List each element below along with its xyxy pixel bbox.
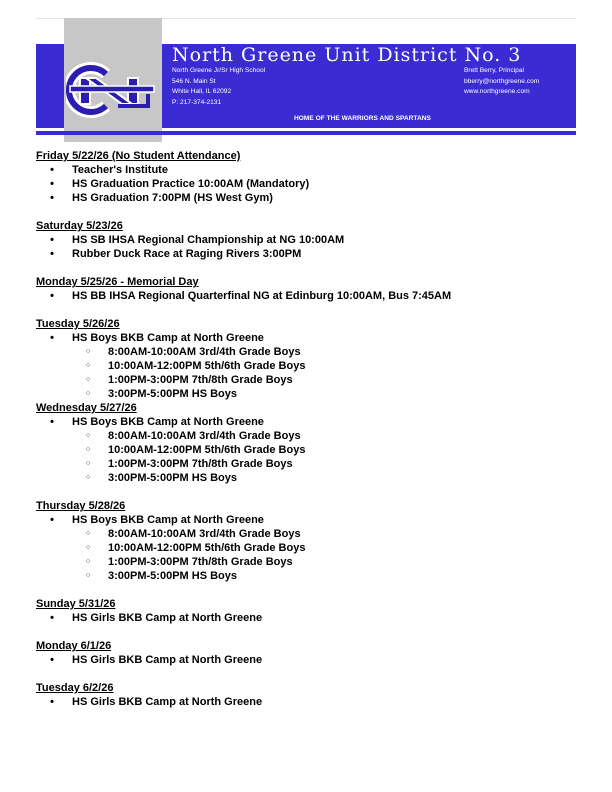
session-item bbox=[36, 471, 576, 485]
circle-bullet-icon: ○ bbox=[85, 530, 91, 537]
day-heading: Tuesday 5/26/26 bbox=[36, 318, 120, 330]
event-item bbox=[36, 331, 576, 345]
bullet-icon: • bbox=[50, 332, 54, 344]
schedule-day bbox=[36, 401, 576, 485]
event-item bbox=[36, 289, 576, 303]
event-item bbox=[36, 513, 576, 527]
day-heading: Friday 5/22/26 (No Student Attendance) bbox=[36, 150, 241, 162]
ng-monogram bbox=[69, 68, 154, 112]
session-text: 1:00PM-3:00PM 7th/8th Grade Boys bbox=[108, 458, 293, 470]
schedule-day bbox=[36, 275, 576, 303]
schedule-day bbox=[36, 597, 576, 625]
circle-bullet-icon: ○ bbox=[85, 362, 91, 369]
day-heading: Sunday 5/31/26 bbox=[36, 598, 116, 610]
session-text: 1:00PM-3:00PM 7th/8th Grade Boys bbox=[108, 374, 293, 386]
bullet-icon: • bbox=[50, 192, 54, 204]
event-item bbox=[36, 247, 576, 261]
schedule-day bbox=[36, 219, 576, 261]
circle-bullet-icon: ○ bbox=[85, 390, 91, 397]
principal-email[interactable]: bberry@northgreene.com bbox=[464, 77, 540, 85]
website-link[interactable]: www.northgreene.com bbox=[464, 88, 530, 96]
session-text: 3:00PM-5:00PM HS Boys bbox=[108, 388, 237, 400]
day-heading: Saturday 5/23/26 bbox=[36, 220, 123, 232]
header-rule bbox=[36, 131, 576, 135]
day-heading: Tuesday 6/2/26 bbox=[36, 682, 114, 694]
bullet-icon: • bbox=[50, 248, 54, 260]
session-item bbox=[36, 359, 576, 373]
district-name: North Greene Unit District No. 3 bbox=[172, 44, 522, 66]
event-item bbox=[36, 233, 576, 247]
schedule-day bbox=[36, 149, 576, 205]
event-text: Teacher's Institute bbox=[72, 164, 168, 176]
session-item bbox=[36, 429, 576, 443]
session-item bbox=[36, 541, 576, 555]
bullet-icon: • bbox=[50, 234, 54, 246]
session-text: 10:00AM-12:00PM 5th/6th Grade Boys bbox=[108, 444, 306, 456]
circle-bullet-icon: ○ bbox=[85, 376, 91, 383]
school-address bbox=[172, 66, 265, 108]
session-text: 8:00AM-10:00AM 3rd/4th Grade Boys bbox=[108, 346, 301, 358]
schedule-day bbox=[36, 499, 576, 583]
day-heading: Monday 6/1/26 bbox=[36, 640, 112, 652]
bullet-icon: • bbox=[50, 654, 54, 666]
circle-bullet-icon: ○ bbox=[85, 558, 91, 565]
session-item bbox=[36, 569, 576, 583]
event-item bbox=[36, 695, 576, 709]
session-text: 8:00AM-10:00AM 3rd/4th Grade Boys bbox=[108, 528, 301, 540]
day-heading: Wednesday 5/27/26 bbox=[36, 402, 137, 414]
event-item bbox=[36, 611, 576, 625]
principal-contact bbox=[464, 66, 539, 98]
circle-bullet-icon: ○ bbox=[85, 544, 91, 551]
event-item bbox=[36, 415, 576, 429]
principal-name: Brett Berry, Principal bbox=[464, 67, 524, 74]
schedule-day bbox=[36, 317, 576, 401]
day-heading: Monday 5/25/26 - Memorial Day bbox=[36, 276, 199, 288]
session-text: 1:00PM-3:00PM 7th/8th Grade Boys bbox=[108, 556, 293, 568]
session-item bbox=[36, 527, 576, 541]
event-text: HS Graduation 7:00PM (HS West Gym) bbox=[72, 192, 273, 204]
event-text: HS Girls BKB Camp at North Greene bbox=[72, 654, 263, 666]
day-heading: Thursday 5/28/26 bbox=[36, 500, 126, 512]
event-item bbox=[36, 177, 576, 191]
session-text: 3:00PM-5:00PM HS Boys bbox=[108, 472, 237, 484]
school-motto: HOME OF THE WARRIORS AND SPARTANS bbox=[294, 115, 431, 122]
street-address: 546 N. Main St bbox=[172, 77, 216, 85]
circle-bullet-icon: ○ bbox=[85, 460, 91, 467]
bullet-icon: • bbox=[50, 514, 54, 526]
bullet-icon: • bbox=[50, 612, 54, 624]
circle-bullet-icon: ○ bbox=[85, 348, 91, 355]
phone-number: P: 217-374-2131 bbox=[172, 98, 222, 106]
event-text: HS BB IHSA Regional Quarterfinal NG at Edinburg 10:00AM, Bus 7:45AM bbox=[72, 290, 452, 302]
weekly-schedule bbox=[36, 149, 576, 709]
session-text: 8:00AM-10:00AM 3rd/4th Grade Boys bbox=[108, 430, 301, 442]
event-text: Rubber Duck Race at Raging Rivers 3:00PM bbox=[72, 248, 302, 260]
bullet-icon: • bbox=[50, 416, 54, 428]
session-item bbox=[36, 373, 576, 387]
bullet-icon: • bbox=[50, 290, 54, 302]
event-text: HS Boys BKB Camp at North Greene bbox=[72, 332, 264, 344]
event-text: HS Boys BKB Camp at North Greene bbox=[72, 416, 264, 428]
session-item bbox=[36, 387, 576, 401]
bullet-icon: • bbox=[50, 164, 54, 176]
letterhead bbox=[36, 18, 576, 142]
session-item bbox=[36, 443, 576, 457]
district-logo bbox=[66, 60, 158, 118]
event-text: HS Boys BKB Camp at North Greene bbox=[72, 514, 264, 526]
circle-bullet-icon: ○ bbox=[85, 446, 91, 453]
bullet-icon: • bbox=[50, 696, 54, 708]
session-item bbox=[36, 345, 576, 359]
session-text: 10:00AM-12:00PM 5th/6th Grade Boys bbox=[108, 360, 306, 372]
event-item bbox=[36, 191, 576, 205]
event-text: HS Girls BKB Camp at North Greene bbox=[72, 696, 263, 708]
session-text: 3:00PM-5:00PM HS Boys bbox=[108, 570, 237, 582]
school-name: North Greene Jr/Sr High School bbox=[172, 67, 266, 74]
event-text: HS SB IHSA Regional Championship at NG 10:00AM bbox=[72, 234, 345, 246]
event-text: HS Girls BKB Camp at North Greene bbox=[72, 612, 263, 624]
event-item bbox=[36, 653, 576, 667]
event-item bbox=[36, 163, 576, 177]
session-text: 10:00AM-12:00PM 5th/6th Grade Boys bbox=[108, 542, 306, 554]
city-state-zip: White Hall, IL 62092 bbox=[172, 88, 232, 96]
logo-text: NG bbox=[111, 117, 113, 118]
schedule-day bbox=[36, 639, 576, 667]
session-item bbox=[36, 457, 576, 471]
circle-bullet-icon: ○ bbox=[85, 474, 91, 481]
schedule-day bbox=[36, 681, 576, 709]
circle-bullet-icon: ○ bbox=[85, 572, 91, 579]
session-item bbox=[36, 555, 576, 569]
bullet-icon: • bbox=[50, 178, 54, 190]
event-text: HS Graduation Practice 10:00AM (Mandatory) bbox=[72, 178, 310, 190]
circle-bullet-icon: ○ bbox=[85, 432, 91, 439]
